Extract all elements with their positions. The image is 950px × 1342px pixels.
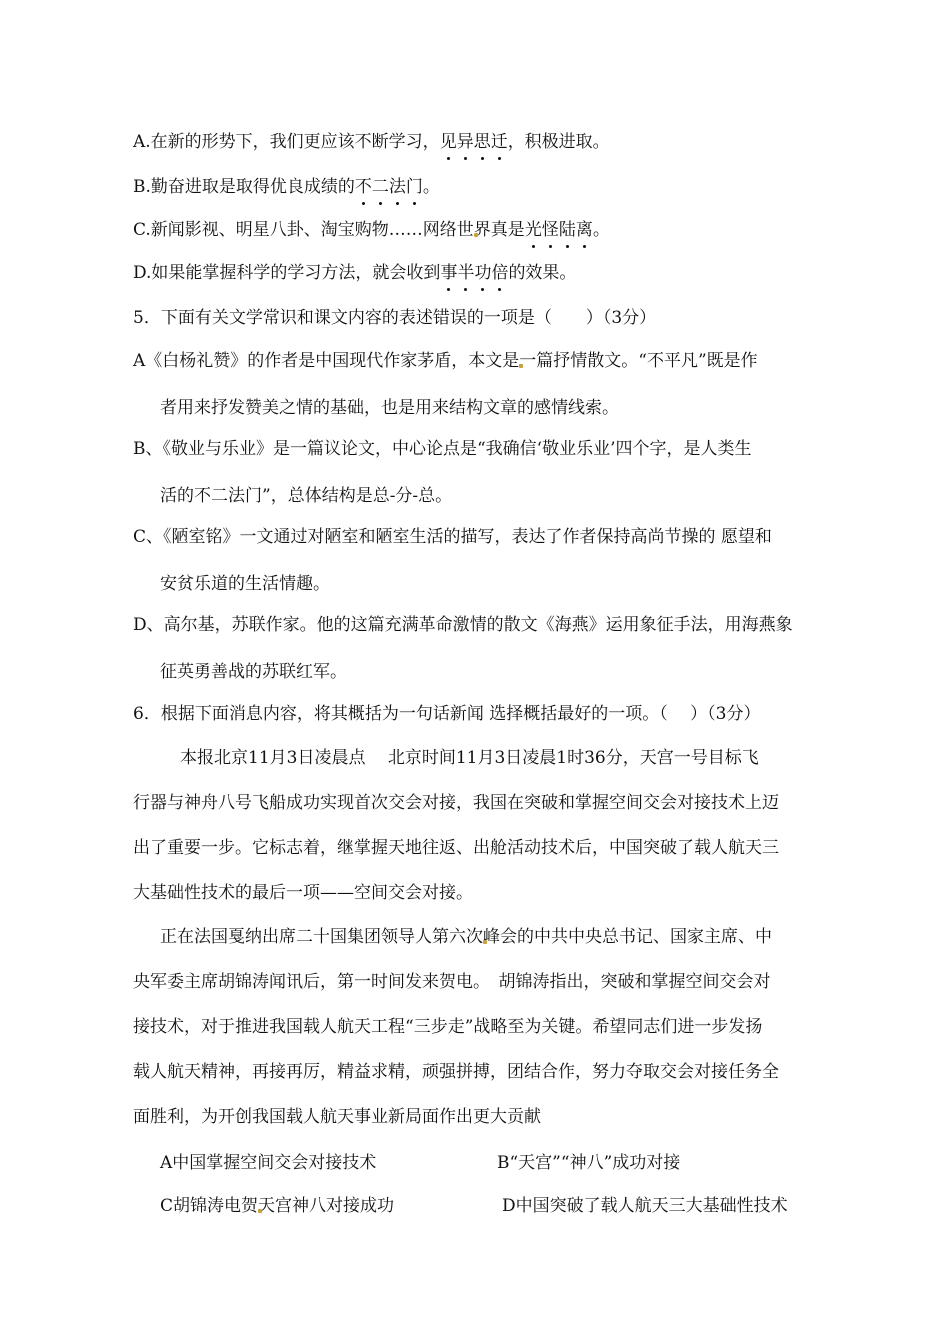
- emphasis-char: 不: [354, 177, 372, 197]
- emphasis-char: 见: [439, 132, 457, 152]
- q6-news-p1-line2: 行器与神舟八号飞船成功实现首次交会对接，我国在突破和掌握空间交会对接技术上迈: [133, 793, 779, 813]
- q4-option-a: [133, 134, 610, 151]
- q6-news-p2-text-end: 峰会的中共中央总书记、国家主席、中: [483, 927, 772, 947]
- q6-option-c-text-end: 天宫神八对接成功: [258, 1196, 395, 1216]
- q5-option-c-line2: 安贫乐道的生活情趣。: [160, 574, 330, 594]
- q4-option-b-emphasis: [355, 177, 423, 197]
- q6-news-p2-line2: 央军委主席胡锦涛闻讯后，第一时间发来贺电。 胡锦涛指出，突破和掌握空间交会对: [133, 972, 771, 992]
- q6-option-c-text: C胡锦涛电贺: [160, 1196, 259, 1216]
- q5-option-d-line2: 征英勇善战的苏联红军。: [160, 662, 347, 682]
- q4-option-c-text: C.新闻影视、明星八卦、淘宝购物……网络世: [133, 220, 474, 240]
- emphasis-char: 事: [440, 263, 458, 283]
- emphasis-char: 倍: [491, 263, 509, 283]
- q6-news-p2-line5: 面胜利，为开创我国载人航天事业新局面作出更大贡献: [133, 1107, 541, 1127]
- q4-option-a-end: ，积极进取。: [507, 132, 610, 152]
- q4-option-b-end: 。: [422, 177, 440, 197]
- q4-option-c-end: 。: [592, 220, 610, 240]
- emphasis-char: 功: [474, 263, 492, 283]
- emphasis-char: 半: [457, 263, 475, 283]
- emphasis-char: 异: [456, 132, 474, 152]
- q5-option-b-line2: 活的不二法门”，总体结构是总-分-总。: [160, 486, 453, 506]
- emphasis-char: 离: [575, 220, 593, 240]
- q4-option-b: [133, 179, 440, 196]
- q4-option-a-emphasis: [440, 132, 508, 152]
- q4-option-c-emphasis: [525, 220, 593, 240]
- q6-news-p1-line4: 大基础性技术的最后一项——空间交会对接。: [133, 883, 473, 903]
- emphasis-char: 迁: [490, 132, 508, 152]
- q5-option-a-text: A《白杨礼赞》的作者是中国现代作家茅盾，本文是: [133, 351, 520, 371]
- emphasis-char: 二: [371, 177, 389, 197]
- q6-stem: 6．根据下面消息内容，将其概括为一句话新闻 选择概括最好的一项。（ ）（3分）: [133, 704, 761, 724]
- q4-option-d-emphasis: [440, 263, 508, 283]
- q4-option-d: [133, 265, 576, 282]
- q4-option-c-mid: 界真是: [473, 220, 525, 240]
- emphasis-char: 陆: [558, 220, 576, 240]
- emphasis-char: 门: [405, 177, 423, 197]
- emphasis-char: 法: [388, 177, 406, 197]
- q4-option-b-text: B.勤奋进取是取得优良成绩的: [133, 177, 355, 197]
- q6-option-d: D中国突破了载人航天三大基础性技术: [502, 1196, 788, 1216]
- q6-news-p1-line1: 本报北京11月3日凌晨点 北京时间11月3日凌晨1时36分，天宫一号目标飞: [180, 748, 759, 768]
- q5-option-a-line2: 者用来抒发赞美之情的基础，也是用来结构文章的感情线索。: [160, 398, 619, 418]
- q4-option-a-text: A.在新的形势下，我们更应该不断学习，: [133, 132, 440, 152]
- q5-option-a-text-end: 一篇抒情散文。“不平凡”既是作: [519, 351, 758, 371]
- emphasis-char: 怪: [541, 220, 559, 240]
- q5-option-c-line1: C、《陋室铭》一文通过对陋室和陋室生活的描写，表达了作者保持高尚节操的 愿望和: [133, 527, 772, 547]
- q4-option-c: [133, 222, 610, 239]
- q6-news-p2-line3: 接技术，对于推进我国载人航天工程“三步走”战略至为关键。希望同志们进一步发扬: [133, 1017, 763, 1037]
- emphasis-char: 光: [524, 220, 542, 240]
- q6-news-p2-text: 正在法国戛纳出席二十国集团领导人第六次: [160, 927, 483, 947]
- q6-news-p2-line4: 载人航天精神，再接再厉，精益求精，顽强拼搏，团结合作，努力夺取交会对接任务全: [133, 1062, 779, 1082]
- q6-option-a: A中国掌握空间交会对接技术: [160, 1153, 377, 1173]
- q5-option-d-line1: D、高尔基，苏联作家。他的这篇充满革命激情的散文《海燕》运用象征手法，用海燕象: [133, 615, 793, 635]
- emphasis-char: 思: [473, 132, 491, 152]
- q5-stem: 5．下面有关文学常识和课文内容的表述错误的一项是（ ）（3分）: [133, 308, 657, 328]
- q5-option-a-line1: [133, 353, 758, 370]
- q6-news-p1-line3: 出了重要一步。它标志着，继掌握天地往返、出舱活动技术后，中国突破了载人航天三: [133, 838, 779, 858]
- q5-option-b-line1: B、《敬业与乐业》是一篇议论文，中心论点是“我确信‘敬业乐业’四个字，是人类生: [133, 439, 752, 459]
- q4-option-d-end: 的效果。: [508, 263, 577, 283]
- q6-news-p2-line1: [160, 929, 772, 946]
- q6-option-b: B“天宫”“神八”成功对接: [497, 1153, 681, 1173]
- q4-option-d-text: D.如果能掌握科学的学习方法，就会收到: [133, 263, 441, 283]
- q6-option-c: [160, 1198, 394, 1215]
